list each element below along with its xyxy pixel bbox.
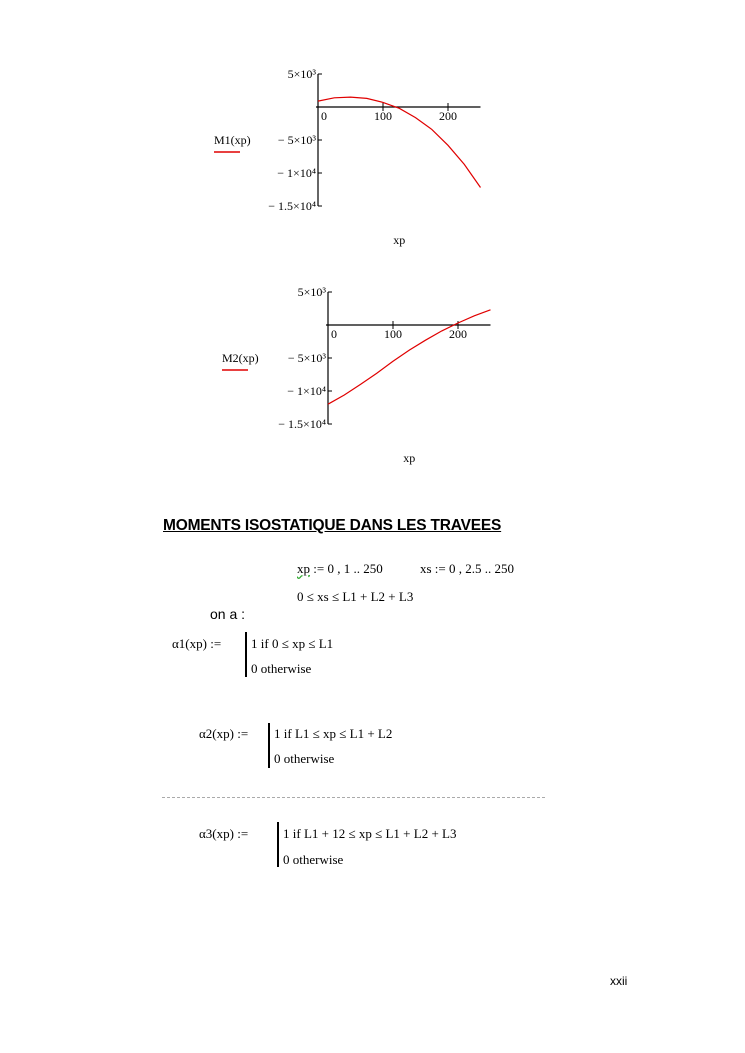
plot-m2 bbox=[0, 0, 745, 480]
x-tick-label: 0 bbox=[321, 109, 327, 123]
alpha1-case2: 0 otherwise bbox=[251, 661, 312, 676]
x-tick-label: 0 bbox=[331, 327, 337, 341]
y-tick-label: 5×10³ bbox=[297, 285, 326, 299]
alpha2-brace bbox=[268, 723, 270, 768]
x-axis-label: xp bbox=[403, 451, 416, 465]
y-axis-label: M1(xp) bbox=[214, 133, 251, 147]
alpha2-case2: 0 otherwise bbox=[274, 751, 335, 766]
alpha3-lhs: α3(xp) := bbox=[199, 826, 249, 841]
region-separator bbox=[162, 797, 545, 798]
xp-range-definition: xp := 0 , 1 .. 250 bbox=[297, 561, 383, 576]
xs-constraint: 0 ≤ xs ≤ L1 + L2 + L3 bbox=[297, 589, 414, 604]
alpha3-case2: 0 otherwise bbox=[283, 852, 344, 867]
x-tick-label: 200 bbox=[439, 109, 457, 123]
y-axis-label: M2(xp) bbox=[222, 351, 259, 365]
x-tick-label: 100 bbox=[374, 109, 392, 123]
y-tick-label: − 1.5×10⁴ bbox=[278, 417, 326, 431]
alpha1-case1: 1 if 0 ≤ xp ≤ L1 bbox=[251, 636, 334, 651]
y-tick-label: − 1.5×10⁴ bbox=[268, 199, 316, 213]
alpha1-brace bbox=[245, 632, 247, 677]
x-axis-label: xp bbox=[393, 233, 406, 247]
y-tick-label: − 5×10³ bbox=[287, 351, 326, 365]
alpha2-lhs: α2(xp) := bbox=[199, 726, 249, 741]
y-tick-label: − 5×10³ bbox=[277, 133, 316, 147]
page-number: xxii bbox=[610, 974, 628, 988]
xs-range-definition: xs := 0 , 2.5 .. 250 bbox=[420, 561, 515, 576]
alpha3-case1: 1 if L1 + 12 ≤ xp ≤ L1 + L2 + L3 bbox=[283, 826, 457, 841]
x-tick-label: 100 bbox=[384, 327, 402, 341]
section-heading: MOMENTS ISOSTATIQUE DANS LES TRAVEES bbox=[163, 517, 502, 534]
alpha3-brace bbox=[277, 822, 279, 867]
y-tick-label: − 1×10⁴ bbox=[277, 166, 316, 180]
y-tick-label: 5×10³ bbox=[287, 67, 316, 81]
on-a-label: on a : bbox=[210, 606, 246, 622]
x-tick-label: 200 bbox=[449, 327, 467, 341]
alpha2-case1: 1 if L1 ≤ xp ≤ L1 + L2 bbox=[274, 726, 393, 741]
y-tick-label: − 1×10⁴ bbox=[287, 384, 326, 398]
data-series-line bbox=[328, 310, 491, 404]
alpha1-lhs: α1(xp) := bbox=[172, 636, 222, 651]
